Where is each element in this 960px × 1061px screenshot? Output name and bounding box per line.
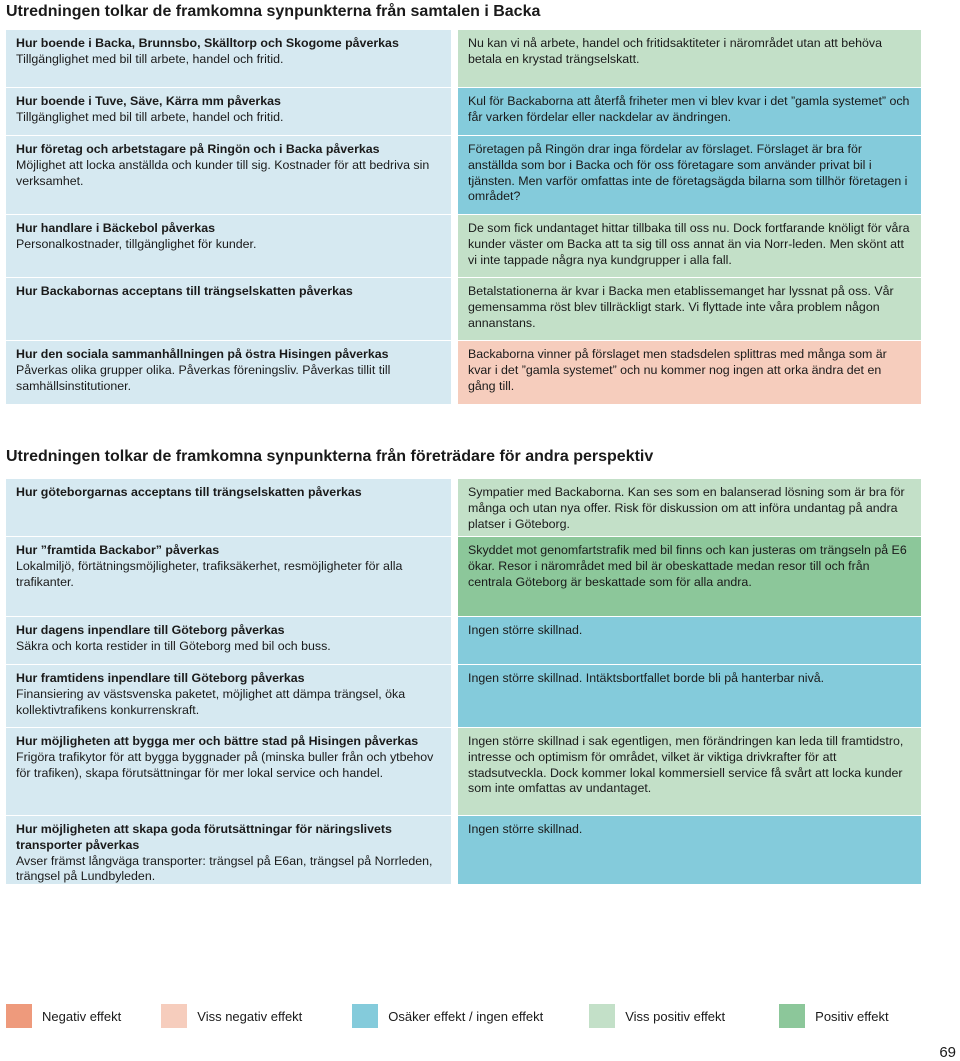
question-cell xyxy=(6,341,458,404)
assessment-cell: Skyddet mot genomfartstrafik med bil finns och kan justeras om trängseln på E6 ökar. Resor i närområdet med bil är obeskattade medan resor till och från centrala Göteborg är beskattade som för alla andra. xyxy=(458,537,921,616)
question-description: Möjlighet att locka anställda och kunder till sig. Kostnader för att bedriva sin verksamhet. xyxy=(16,157,430,188)
question-cell xyxy=(6,88,458,135)
legend-item xyxy=(779,1004,888,1028)
assessment-cell: Ingen större skillnad. xyxy=(458,816,921,884)
question-cell xyxy=(6,30,458,87)
assessment-cell: Sympatier med Backaborna. Kan ses som en balanserad lösning som är bra för många och utan nya offer. Risk för diskussion om att införa undantag på andra platser i Göteborg. xyxy=(458,479,921,536)
legend-swatch xyxy=(589,1004,615,1028)
question-text: Hur ”framtida Backabor” påverkas xyxy=(16,543,220,557)
table-row xyxy=(6,88,921,136)
legend-label: Osäker effekt / ingen effekt xyxy=(388,1008,544,1024)
question-cell xyxy=(6,215,458,277)
legend-label: Viss positiv effekt xyxy=(625,1008,726,1024)
question-text: Hur boende i Backa, Brunnsbo, Skälltorp och Skogome påverkas xyxy=(16,36,399,50)
section2-title: Utredningen tolkar de framkomna synpunkterna från företrädare för andra perspektiv xyxy=(6,448,654,465)
table-row xyxy=(6,728,921,816)
legend-item xyxy=(589,1004,725,1028)
question-cell xyxy=(6,617,458,664)
table-row xyxy=(6,617,921,665)
question-text: Hur den sociala sammanhållningen på östra Hisingen påverkas xyxy=(16,347,389,361)
legend-swatch xyxy=(779,1004,805,1028)
assessment-cell: Kul för Backaborna att återfå friheter men vi blev kvar i det ”gamla systemet” och får varken fördelar eller nackdelar av ändringen. xyxy=(458,88,921,135)
question-description: Personalkostnader, tillgänglighet för kunder. xyxy=(16,236,257,251)
question-text: Hur handlare i Bäckebol påverkas xyxy=(16,221,216,235)
table-row xyxy=(6,30,921,88)
question-cell xyxy=(6,136,458,214)
table-row xyxy=(6,537,921,617)
question-cell xyxy=(6,537,458,616)
legend-label: Negativ effekt xyxy=(42,1008,122,1024)
assessment-cell: Ingen större skillnad i sak egentligen, men förändringen kan leda till framtidstro, intresse och optimism för området, vilket är viktiga drivkrafter för att stadsutveckla. Dock kommer lokal kommersiell service få svårt att locka kunder som inte omfattas av undantaget. xyxy=(458,728,921,815)
section1-title: Utredningen tolkar de framkomna synpunkterna från samtalen i Backa xyxy=(6,3,541,20)
question-cell xyxy=(6,665,458,727)
question-text: Hur göteborgarnas acceptans till trängselskatten påverkas xyxy=(16,485,362,499)
question-cell xyxy=(6,278,458,340)
legend xyxy=(6,1004,889,1028)
legend-swatch xyxy=(352,1004,378,1028)
legend-swatch xyxy=(161,1004,187,1028)
assessment-cell: Företagen på Ringön drar inga fördelar av förslaget. Förslaget är bra för anställda som bor i Backa och för oss företagare som använder privat bil i tjänsten. Men varför omfattas inte de företagsägda bilarna som tillhör företagen i området? xyxy=(458,136,921,214)
table-row xyxy=(6,816,921,885)
assessment-cell: Backaborna vinner på förslaget men stadsdelen splittras med många som är kvar i det ”gamla systemet” och nu kommer nog ingen att orka ändra det en gång till. xyxy=(458,341,921,404)
question-text: Hur dagens inpendlare till Göteborg påverkas xyxy=(16,623,285,637)
section2-table xyxy=(6,479,921,885)
section1-table xyxy=(6,30,921,405)
question-text: Hur framtidens inpendlare till Göteborg påverkas xyxy=(16,671,305,685)
assessment-cell: Ingen större skillnad. Intäktsbortfallet borde bli på hanterbar nivå. xyxy=(458,665,921,727)
question-description: Lokalmiljö, förtätningsmöjligheter, trafiksäkerhet, resmöjligheter för alla trafikanter. xyxy=(16,558,403,589)
question-description: Tillgänglighet med bil till arbete, handel och fritid. xyxy=(16,51,284,66)
question-description: Tillgänglighet med bil till arbete, handel och fritid. xyxy=(16,109,284,124)
legend-item xyxy=(161,1004,302,1028)
legend-item xyxy=(352,1004,543,1028)
question-cell xyxy=(6,728,458,815)
assessment-cell: Nu kan vi nå arbete, handel och fritidsaktiteter i närområdet utan att behöva betala en krystad trängselskatt. xyxy=(458,30,921,87)
table-row xyxy=(6,341,921,405)
question-description: Frigöra trafikytor för att bygga byggnader på (minska buller från och ytbehov för trafiken), skapa förutsättningar för mer lokal service och handel. xyxy=(16,749,434,780)
question-cell xyxy=(6,816,458,884)
table-row xyxy=(6,479,921,537)
question-description: Avser främst långväga transporter: trängsel på E6an, trängsel på Norrleden, trängsel på Lundbyleden. xyxy=(16,853,433,884)
legend-swatch xyxy=(6,1004,32,1028)
table-row xyxy=(6,215,921,278)
table-row xyxy=(6,278,921,341)
question-text: Hur möjligheten att skapa goda förutsättningar för näringslivets transporter påverkas xyxy=(16,822,392,852)
assessment-cell: Ingen större skillnad. xyxy=(458,617,921,664)
question-text: Hur möjligheten att bygga mer och bättre stad på Hisingen påverkas xyxy=(16,734,419,748)
legend-label: Positiv effekt xyxy=(815,1008,889,1024)
assessment-cell: De som fick undantaget hittar tillbaka till oss nu. Dock fortfarande knöligt för våra kunder väster om Backa att ta sig till oss annat än via Norr-leden. Men skönt att vi inte tappade några nya kundgrupper i alla fall. xyxy=(458,215,921,277)
assessment-cell: Betalstationerna är kvar i Backa men etablissemanget har lyssnat på oss. Vår gemensamma röst blev tillräckligt stark. Vi flyttade inte våra problem någon annanstans. xyxy=(458,278,921,340)
question-text: Hur Backabornas acceptans till trängselskatten påverkas xyxy=(16,284,353,298)
table-row xyxy=(6,665,921,728)
table-row xyxy=(6,136,921,215)
question-description: Påverkas olika grupper olika. Påverkas föreningsliv. Påverkas tillit till samhällsinstitutioner. xyxy=(16,362,391,393)
question-text: Hur företag och arbetstagare på Ringön och i Backa påverkas xyxy=(16,142,380,156)
question-description: Finansiering av västsvenska paketet, möjlighet att dämpa trängsel, öka kollektivtrafikens konkurrenskraft. xyxy=(16,686,406,717)
legend-item xyxy=(6,1004,121,1028)
page-number: 69 xyxy=(939,1044,956,1061)
legend-label: Viss negativ effekt xyxy=(197,1008,303,1024)
question-description: Säkra och korta restider in till Göteborg med bil och buss. xyxy=(16,638,331,653)
question-cell xyxy=(6,479,458,536)
question-text: Hur boende i Tuve, Säve, Kärra mm påverkas xyxy=(16,94,281,108)
